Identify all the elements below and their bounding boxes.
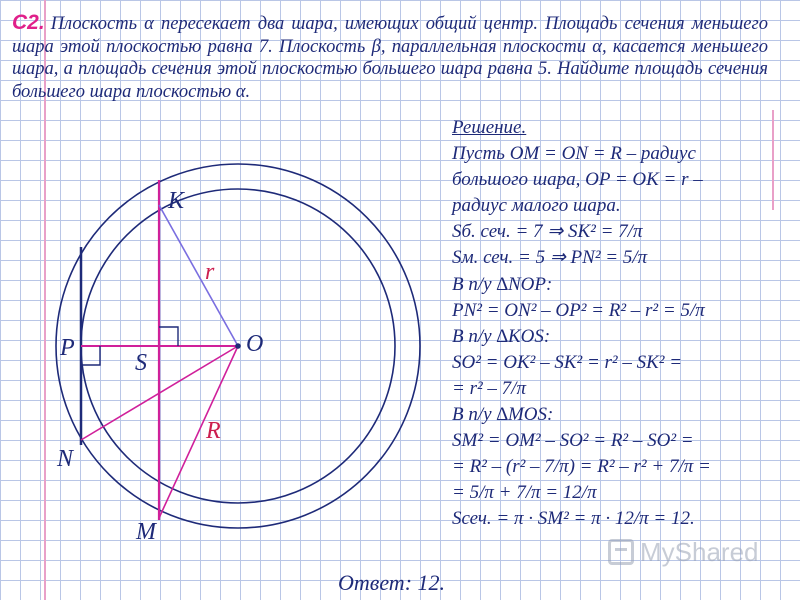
solution-line: Sсеч. = π · SM² = π · 12/π = 12. — [452, 508, 695, 530]
solution-line: радиус малого шара. — [452, 195, 621, 217]
label-point-o: O — [246, 331, 264, 357]
right-angle-p — [81, 346, 100, 365]
logo-icon — [608, 539, 634, 565]
solution-block — [452, 115, 792, 533]
solution-line: В п/у ∆KOS: — [452, 325, 551, 347]
right-angle-s — [159, 327, 178, 346]
segment-ok — [159, 205, 238, 346]
label-point-m: M — [136, 519, 156, 545]
problem-tag: С2. — [12, 11, 45, 34]
label-segment-r: r — [205, 259, 215, 285]
solution-line: Sб. сеч. = 7 ⇒ SK² = 7/π — [452, 221, 643, 243]
solution-line: Sм. сеч. = 5 ⇒ PN² = 5/π — [452, 247, 648, 269]
solution-title: Решение. — [452, 117, 527, 138]
segment-om — [159, 346, 238, 518]
label-point-k: K — [168, 188, 185, 214]
label-point-s: S — [135, 350, 147, 376]
solution-line: PN² = ON² – OP² = R² – r² = 5/π — [452, 299, 705, 321]
logo-text: MyShared — [640, 536, 759, 567]
solution-line: SM² = OM² – SO² = R² – SO² = — [452, 430, 694, 452]
watermark-logo — [608, 535, 759, 569]
problem-text: Плоскость α пересекает два шара, имеющих общий центр. Площадь сечения меньшего шара этой плоскостью равна 7. Плоскость β, параллельная плоскости α, касается меньшего шара, а площадь сечения этой плоскостью большего шара равна 5. Найдите площадь сечения большего шара плоскостью α. — [12, 14, 768, 102]
solution-line: SO² = OK² – SK² = r² – SK² = — [452, 351, 683, 373]
answer-text: Ответ: 12. — [338, 570, 446, 595]
label-point-n: N — [57, 446, 74, 472]
center-point-o — [235, 343, 241, 349]
solution-line: = 5/π + 7/π = 12/π — [452, 482, 597, 504]
solution-line: В п/у ∆NOP: — [452, 273, 553, 295]
solution-line: большого шара, OP = OK = r – — [452, 169, 703, 191]
solution-line: = r² – 7/π — [452, 377, 526, 399]
solution-line: В п/у ∆MOS: — [452, 404, 554, 426]
solution-line: Пусть OM = ON = R – радиус — [452, 143, 696, 165]
solution-line: = R² – (r² – 7/π) = R² – r² + 7/π = — [452, 456, 711, 478]
label-segment-big-r: R — [206, 418, 221, 444]
label-point-p: P — [60, 335, 75, 361]
